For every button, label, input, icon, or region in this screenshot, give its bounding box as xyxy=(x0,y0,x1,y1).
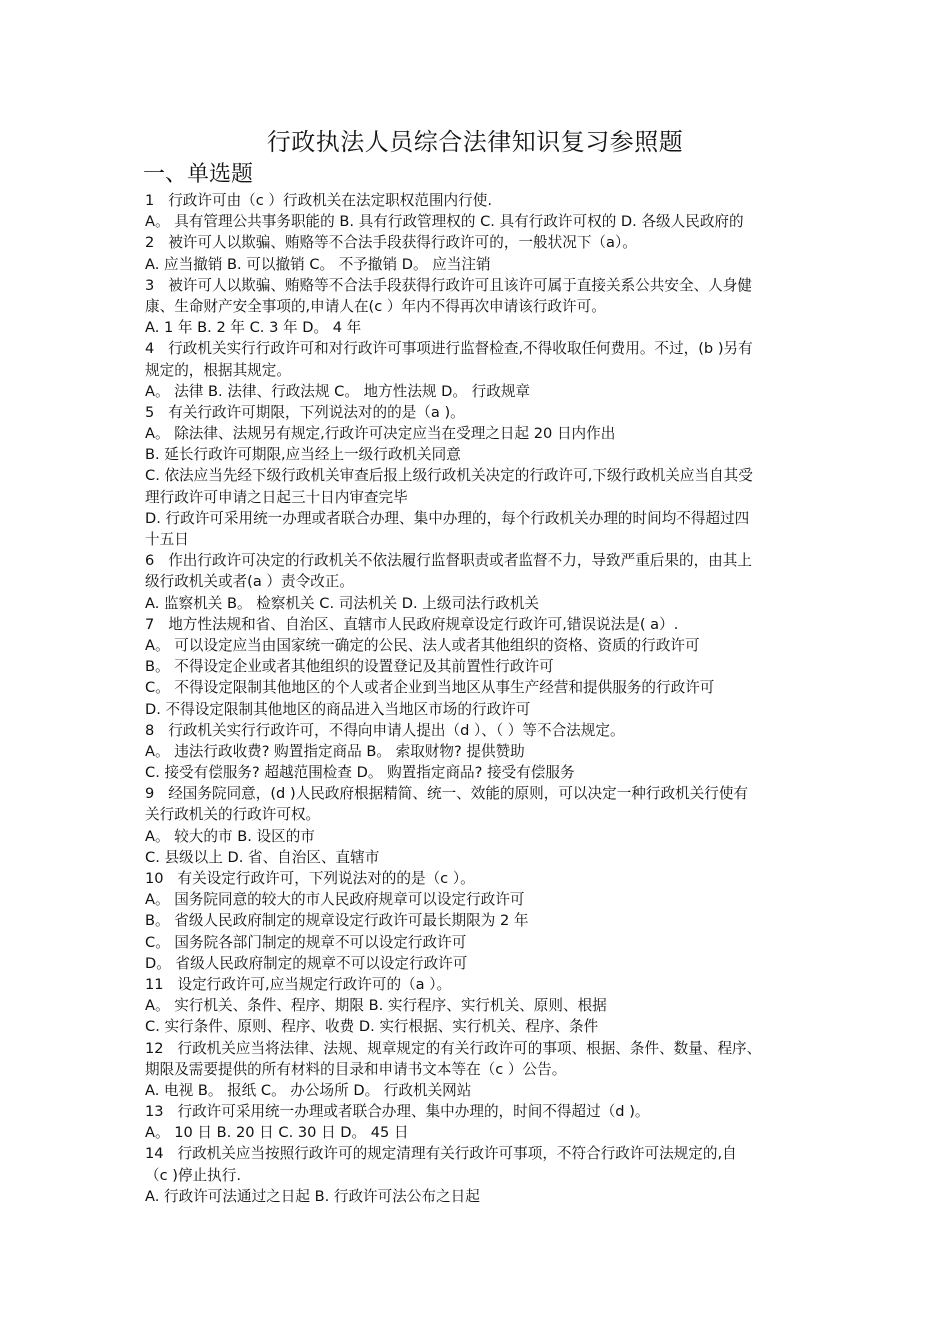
text-line: A。 国务院同意的较大的市人民政府规章可以设定行政许可 xyxy=(145,891,525,909)
text-line: C. 接受有偿服务? 超越范围检查 D。 购置指定商品? 接受有偿服务 xyxy=(145,764,575,782)
text-line: 8 行政机关实行行政许可，不得向申请人提出（d ）、（ ）等不合法规定。 xyxy=(145,721,625,739)
text-line: C. 实行条件、原则、程序、收费 D. 实行根据、实行机关、程序、条件 xyxy=(145,1018,599,1036)
text-line: 4 行政机关实行行政许可和对行政许可事项进行监督检查,不得收取任何费用。不过，(b )另有 xyxy=(145,340,753,358)
text-line: A。 较大的市 B. 设区的市 xyxy=(145,827,315,845)
text-line: A. 监察机关 B。 检察机关 C. 司法机关 D. 上级司法行政机关 xyxy=(145,594,540,612)
text-line: D。 省级人民政府制定的规章不可以设定行政许可 xyxy=(145,954,468,972)
text-line: C. 依法应当先经下级行政机关审查后报上级行政机关决定的行政许可,下级行政机关应当自其受 xyxy=(145,467,753,485)
text-line: 5 有关行政许可期限，下列说法对的的是（a )。 xyxy=(145,403,465,421)
text-line: A. 1 年 B. 2 年 C. 3 年 D。 4 年 xyxy=(145,319,362,337)
section-heading: 一、单选题 xyxy=(143,162,254,187)
text-line: 10 有关设定行政许可，下列说法对的的是（c ）。 xyxy=(145,870,475,887)
text-line: 2 被许可人以欺骗、贿赂等不合法手段获得行政许可的，一般状况下（a）。 xyxy=(145,234,637,252)
text-line: 规定的，根据其规定。 xyxy=(145,361,291,379)
document-title: 行政执法人员综合法律知识复习参照题 xyxy=(266,128,684,156)
text-line: A。 法律 B. 法律、行政法规 C。 地方性法规 D。 行政规章 xyxy=(145,382,531,400)
text-line: A. 电视 B。 报纸 C。 办公场所 D。 行政机关网站 xyxy=(145,1081,472,1099)
text-line: A。 违法行政收费? 购置指定商品 B。 索取财物? 提供赞助 xyxy=(145,742,525,760)
text-line: C。 国务院各部门制定的规章不可以设定行政许可 xyxy=(145,933,467,951)
text-line: 13 行政许可采用统一办理或者联合办理、集中办理的，时间不得超过（d )。 xyxy=(145,1103,650,1121)
text-line: 11 设定行政许可,应当规定行政许可的（a ）。 xyxy=(145,975,452,993)
text-line: 1 行政许可由（c ）行政机关在法定职权范围内行使. xyxy=(145,192,492,209)
text-line: A。 除法律、法规另有规定,行政许可决定应当在受理之日起 20 日内作出 xyxy=(145,425,616,443)
text-line: 十五日 xyxy=(145,531,189,548)
text-line: B. 延长行政许可期限,应当经上一级行政机关同意 xyxy=(145,446,461,464)
text-line: A。 实行机关、条件、程序、期限 B. 实行程序、实行机关、原则、根据 xyxy=(145,997,607,1015)
text-line: D. 不得设定限制其他地区的商品进入当地区市场的行政许可 xyxy=(145,700,531,718)
text-line: A。 可以设定应当由国家统一确定的公民、法人或者其他组织的资格、资质的行政许可 xyxy=(145,636,700,654)
text-line: A. 行政许可法通过之日起 B. 行政许可法公布之日起 xyxy=(145,1187,480,1205)
text-line: 7 地方性法规和省、自治区、直辖市人民政府规章设定行政许可,错误说法是( a）. xyxy=(145,615,679,633)
text-line: 康、生命财产安全事项的,申请人在(c ）年内不得再次申请该行政许可。 xyxy=(145,297,606,315)
text-line: 9 经国务院同意，(d )人民政府根据精简、统一、效能的原则，可以决定一种行政机关行使有 xyxy=(145,785,749,803)
text-line: 14 行政机关应当按照行政许可的规定清理有关行政许可事项，不符合行政许可法规定的,自 xyxy=(145,1145,737,1163)
text-line: 期限及需要提供的所有材料的目录和申请书文本等在（c ）公告。 xyxy=(145,1060,567,1078)
text-line: A。 具有管理公共事务职能的 B. 具有行政管理权的 C. 具有行政许可权的 D. 各级人民政府的 xyxy=(145,213,744,231)
text-line: 12 行政机关应当将法律、法规、规章规定的有关行政许可的事项、根据、条件、数量、程序、 xyxy=(145,1039,762,1057)
text-line: A. 应当撤销 B. 可以撤销 C。 不予撤销 D。 应当注销 xyxy=(145,255,491,273)
text-line: （c )停止执行. xyxy=(145,1166,241,1184)
question-list xyxy=(145,190,817,1207)
text-line: D. 行政许可采用统一办理或者联合办理、集中办理的，每个行政机关办理的时间均不得超过四 xyxy=(145,509,750,527)
text-line: 关行政机关的行政许可权。 xyxy=(145,806,321,824)
text-line: A。 10 日 B. 20 日 C. 30 日 D。 45 日 xyxy=(145,1124,409,1142)
text-line: B。 省级人民政府制定的规章设定行政许可最长期限为 2 年 xyxy=(145,912,529,930)
text-line: 级行政机关或者(a ）责令改正。 xyxy=(145,573,354,591)
text-line: C。 不得设定限制其他地区的个人或者企业到当地区从事生产经营和提供服务的行政许可 xyxy=(145,679,715,697)
text-line: 6 作出行政许可决定的行政机关不依法履行监督职责或者监督不力，导致严重后果的，由其上 xyxy=(145,552,752,570)
text-line: 3 被许可人以欺骗、贿赂等不合法手段获得行政许可且该许可属于直接关系公共安全、人身健 xyxy=(145,276,752,294)
text-line: B。 不得设定企业或者其他组织的设置登记及其前置性行政许可 xyxy=(145,658,554,676)
text-line: 理行政许可申请之日起三十日内审查完毕 xyxy=(145,488,408,506)
text-line: C. 县级以上 D. 省、自治区、直辖市 xyxy=(145,848,380,866)
